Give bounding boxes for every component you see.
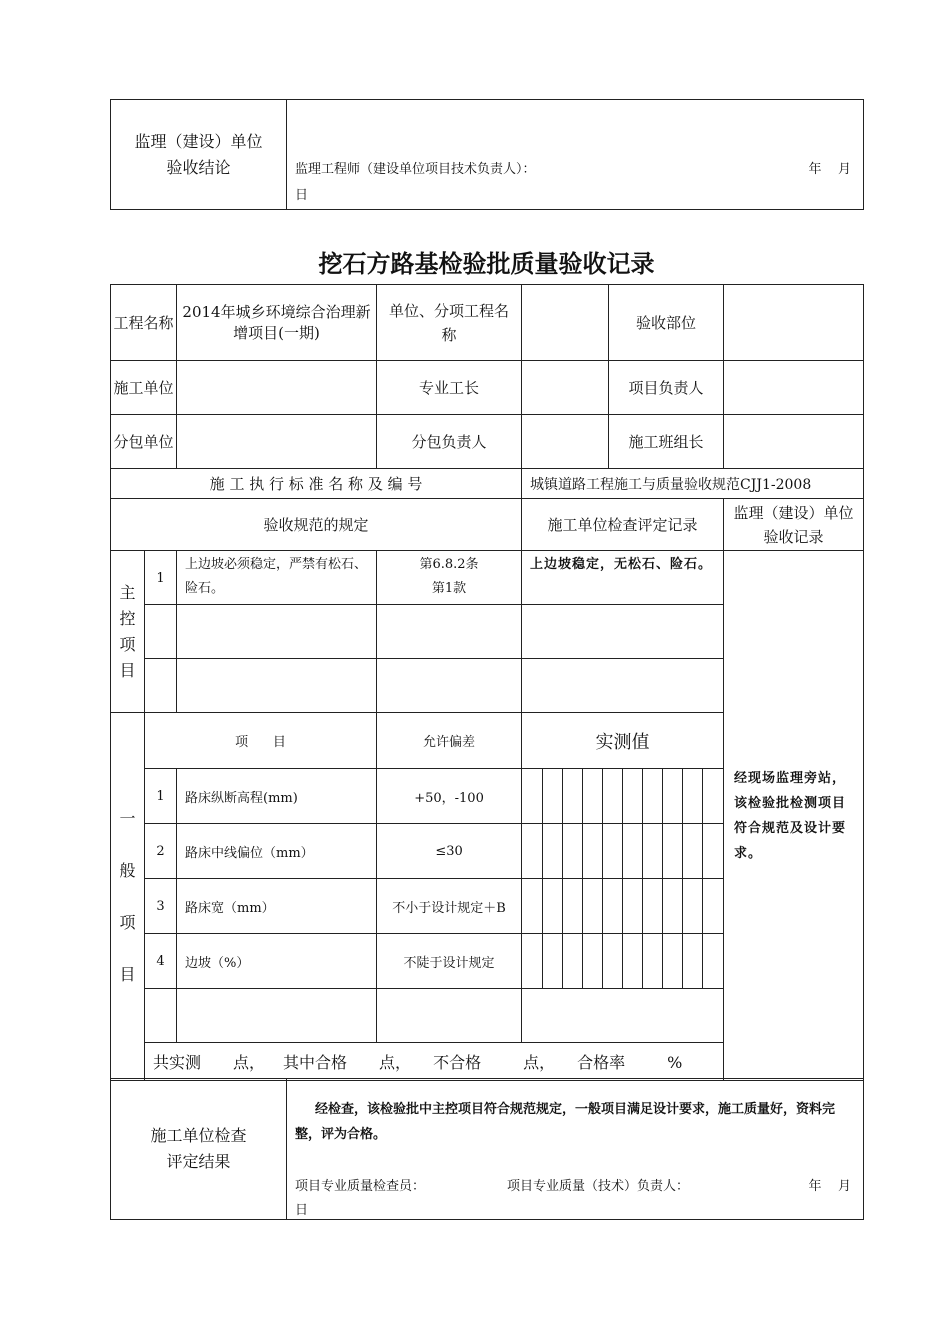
team-leader-value (724, 415, 864, 469)
summary-unqualified: 不合格 (433, 1053, 482, 1072)
contractor-result-cell (287, 1079, 864, 1220)
main-empty-no (145, 659, 177, 713)
contractor-result-table (110, 1078, 864, 1220)
measured-cell (663, 879, 683, 933)
measured-cell (542, 824, 562, 878)
quality-inspector-label: 项目专业质量检查员： (295, 1179, 426, 1194)
spec-label: 验收规范的规定 (111, 499, 522, 551)
measured-cell (643, 934, 663, 988)
measured-cell (562, 934, 582, 988)
main-empty-clause (377, 605, 522, 659)
measured-cell (582, 934, 602, 988)
measured-cell (683, 934, 703, 988)
measured-cell (542, 769, 562, 823)
general-empty-tolerance (377, 989, 522, 1043)
general-col-tolerance: 允许偏差 (377, 713, 522, 769)
measured-cell (562, 824, 582, 878)
main-empty-record (522, 605, 724, 659)
supervisor-date-day: 日 (295, 188, 309, 203)
measured-cell (562, 769, 582, 823)
supervisor-record-label: 监理（建设）单位验收记录 (724, 499, 864, 551)
summary-rate: 合格率 (577, 1053, 626, 1072)
contractor-date-day: 日 (295, 1203, 309, 1218)
measured-grid (522, 769, 723, 823)
general-item-text: 路床宽（mm） (177, 879, 377, 934)
main-item-text: 上边坡必须稳定，严禁有松石、险石。 (177, 551, 377, 605)
general-item-text: 路床纵断高程(mm) (177, 769, 377, 824)
measured-values (522, 879, 724, 934)
measured-cell (562, 879, 582, 933)
measured-cell (542, 879, 562, 933)
supervisor-conclusion-label: 监理（建设）单位 验收结论 (111, 100, 287, 210)
general-empty-measured (522, 989, 724, 1043)
measured-cell (582, 824, 602, 878)
unit-label: 单位、分项工程名称 (377, 285, 522, 361)
summary-total: 共实测 (153, 1053, 202, 1072)
main-empty-no (145, 605, 177, 659)
main-empty-clause (377, 659, 522, 713)
general-empty-text (177, 989, 377, 1043)
measured-cell (643, 824, 663, 878)
measured-cell (623, 824, 643, 878)
summary-qualified: 其中合格 (283, 1053, 348, 1072)
tech-manager-label: 项目专业质量（技术）负责人： (507, 1179, 690, 1194)
main-item-no: 1 (145, 551, 177, 605)
measured-cell (522, 769, 542, 823)
contractor-date-ym: 年 月 (808, 1179, 851, 1194)
main-empty-text (177, 659, 377, 713)
subcontractor-label: 分包单位 (111, 415, 177, 469)
measured-cell (582, 769, 602, 823)
general-item-tolerance: 不陡于设计规定 (377, 934, 522, 989)
measured-values (522, 934, 724, 989)
measured-cell (602, 824, 622, 878)
main-empty-record (522, 659, 724, 713)
standard-label: 施 工 执 行 标 准 名 称 及 编 号 (111, 469, 522, 499)
contractor-result-label: 施工单位检查 评定结果 (111, 1079, 287, 1220)
general-label: 一般项目 (111, 713, 145, 1081)
measured-cell (582, 879, 602, 933)
subcontractor-value (177, 415, 377, 469)
main-item-clause: 第6.8.2条 第1款 (377, 551, 522, 605)
general-empty-no (145, 989, 177, 1043)
general-item-no: 1 (145, 769, 177, 824)
measured-cell (663, 824, 683, 878)
supervisor-comment: 经现场监理旁站，该检验批检测项目符合规范及设计要求。 (724, 551, 864, 1081)
part-label: 验收部位 (609, 285, 724, 361)
measured-values (522, 769, 724, 824)
record-label: 施工单位检查评定记录 (522, 499, 724, 551)
inspection-record-table (110, 284, 864, 1081)
measured-cell (522, 879, 542, 933)
measured-cell (542, 934, 562, 988)
general-item-tolerance: ≤30 (377, 824, 522, 879)
measured-grid (522, 879, 723, 933)
summary-points2: 点， (379, 1053, 412, 1072)
main-empty-text (177, 605, 377, 659)
supervisor-date-ym: 年 月 (808, 162, 851, 177)
unit-value (522, 285, 609, 361)
supervisor-signature-line: 监理工程师（建设单位项目技术负责人）： (295, 162, 536, 177)
general-item-tolerance: 不小于设计规定＋B (377, 879, 522, 934)
measured-cell (683, 824, 703, 878)
main-item-record: 上边坡稳定，无松石、险石。 (522, 551, 724, 605)
pm-label: 项目负责人 (609, 361, 724, 415)
measured-cell (703, 934, 723, 988)
team-leader-label: 施工班组长 (609, 415, 724, 469)
measured-cell (522, 824, 542, 878)
general-item-text: 边坡（%） (177, 934, 377, 989)
general-item-no: 2 (145, 824, 177, 879)
supervisor-conclusion-cell (287, 100, 864, 210)
main-control-label: 主控项目 (111, 551, 145, 713)
project-name-value: 2014年城乡环境综合治理新增项目(一期) (177, 285, 377, 361)
measured-cell (522, 934, 542, 988)
measured-grid (522, 934, 723, 988)
part-value (724, 285, 864, 361)
summary-row (145, 1043, 864, 1081)
general-item-text: 路床中线偏位（mm） (177, 824, 377, 879)
general-item-no: 3 (145, 879, 177, 934)
measured-cell (623, 934, 643, 988)
measured-cell (663, 769, 683, 823)
general-item-tolerance: +50，-100 (377, 769, 522, 824)
pm-value (724, 361, 864, 415)
standard-value: 城镇道路工程施工与质量验收规范CJJ1-2008 (522, 469, 864, 499)
general-col-measured: 实测值 (522, 713, 724, 769)
contractor-conclusion: 经检查，该检验批中主控项目符合规范规定，一般项目满足设计要求，施工质量好，资料完整，评为合格。 (295, 1102, 836, 1142)
sub-manager-label: 分包负责人 (377, 415, 522, 469)
project-name-label: 工程名称 (111, 285, 177, 361)
measured-grid (522, 824, 723, 878)
measured-cell (623, 769, 643, 823)
general-item-no: 4 (145, 934, 177, 989)
supervisor-conclusion-table (110, 99, 864, 210)
general-col-item: 项 目 (145, 713, 377, 769)
foreman-label: 专业工长 (377, 361, 522, 415)
measured-cell (602, 934, 622, 988)
measured-cell (663, 934, 683, 988)
foreman-value (522, 361, 609, 415)
measured-cell (703, 879, 723, 933)
measured-cell (703, 769, 723, 823)
measured-cell (623, 879, 643, 933)
sub-manager-value (522, 415, 609, 469)
measured-values (522, 824, 724, 879)
summary-percent: % (667, 1053, 683, 1072)
measured-cell (602, 879, 622, 933)
measured-cell (683, 879, 703, 933)
measured-cell (643, 879, 663, 933)
summary-points3: 点， (523, 1053, 556, 1072)
measured-cell (602, 769, 622, 823)
measured-cell (683, 769, 703, 823)
measured-cell (643, 769, 663, 823)
summary-points1: 点， (233, 1053, 266, 1072)
page-title: 挖石方路基检验批质量验收记录 (318, 250, 655, 278)
contractor-label: 施工单位 (111, 361, 177, 415)
measured-cell (703, 824, 723, 878)
contractor-value (177, 361, 377, 415)
